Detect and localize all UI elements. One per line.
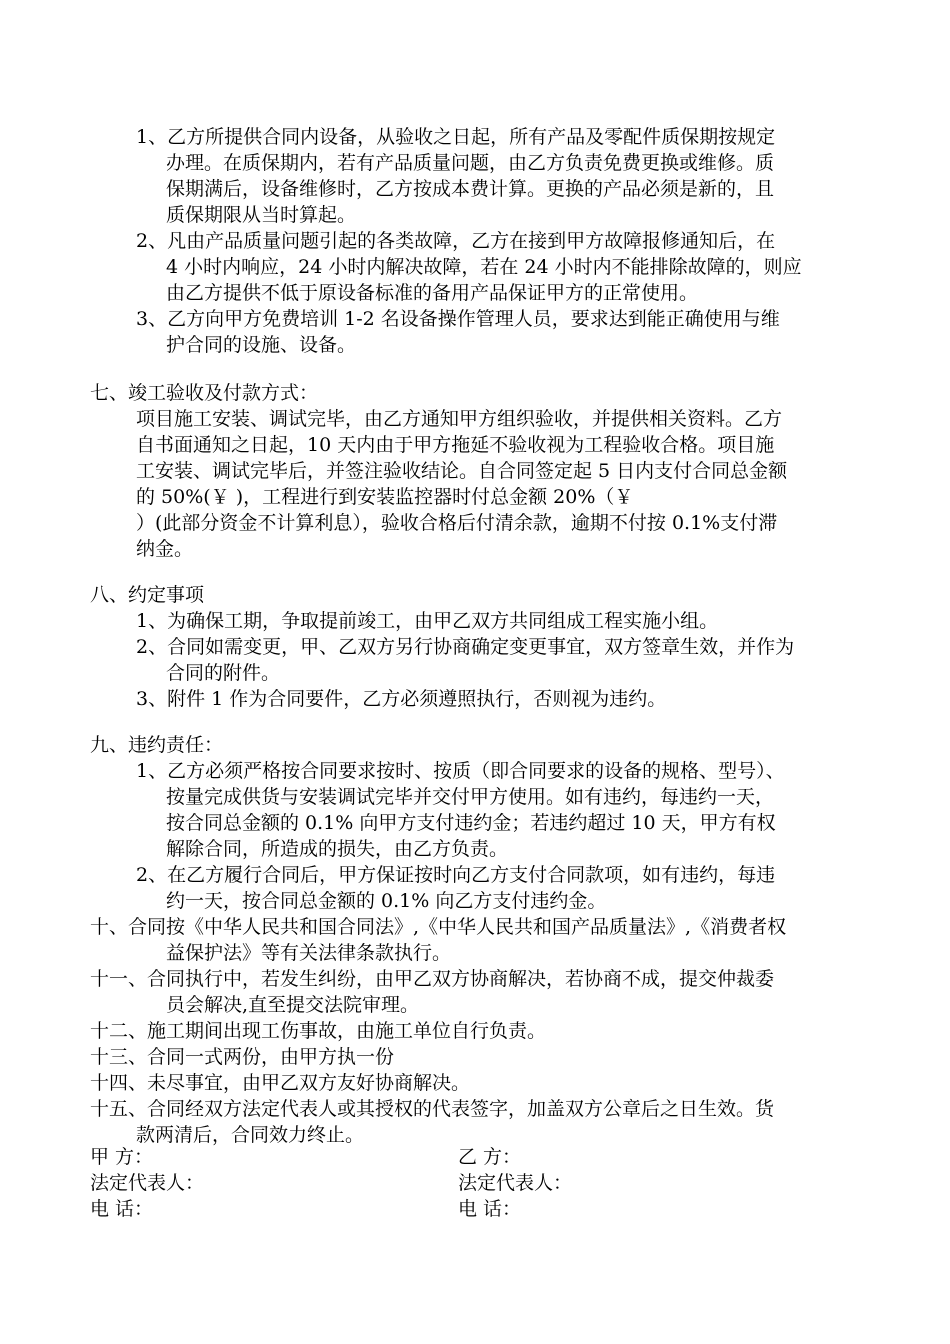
representative-b-label: 法定代表人： xyxy=(458,1172,573,1194)
section-11: 十一、合同执行中，若发生纠纷，由甲乙双方协商解决，若协商不成，提交仲裁委 xyxy=(90,968,775,990)
warranty-item-2-cont: 4 小时内响应，24 小时内解决故障，若在 24 小时内不能排除故障的，则应 xyxy=(166,256,802,278)
section-10: 十、合同按《中华人民共和国合同法》,《中华人民共和国产品质量法》,《消费者权 xyxy=(90,916,787,938)
section-9-item-1-cont: 按量完成供货与安装调试完毕并交付甲方使用。如有违约，每违约一天， xyxy=(166,786,775,808)
section-9-item-1-cont: 解除合同，所造成的损失，由乙方负责。 xyxy=(166,838,509,860)
phone-a-label: 电 话： xyxy=(90,1198,154,1220)
section-11-cont: 员会解决,直至提交法院审理。 xyxy=(166,994,420,1016)
signature-row-representative xyxy=(0,1170,950,1196)
section-15: 十五、合同经双方法定代表人或其授权的代表签字，加盖双方公章后之日生效。货 xyxy=(90,1098,775,1120)
section-13: 十三、合同一式两份，由甲方执一份 xyxy=(90,1046,395,1068)
section-10-cont: 益保护法》等有关法律条款执行。 xyxy=(166,942,452,964)
section-7-paragraph: 自书面通知之日起，10 天内由于甲方拖延不验收视为工程验收合格。项目施 xyxy=(136,434,775,456)
section-14: 十四、未尽事宜，由甲乙双方友好协商解决。 xyxy=(90,1072,471,1094)
signature-row-phone xyxy=(0,1196,950,1222)
warranty-item-1-cont: 办理。在质保期内，若有产品质量问题，由乙方负责免费更换或维修。质 xyxy=(166,152,775,174)
section-9-item-1: 1、乙方必须严格按合同要求按时、按质（即合同要求的设备的规格、型号）、 xyxy=(136,760,785,782)
warranty-item-1-cont: 质保期限从当时算起。 xyxy=(166,204,357,226)
section-7-heading: 七、竣工验收及付款方式： xyxy=(90,382,319,404)
section-7-paragraph: 纳金。 xyxy=(136,538,194,560)
section-7-paragraph: ）(此部分资金不计算利息），验收合格后付清余款，逾期不付按 0.1%支付滞 xyxy=(136,512,778,534)
warranty-item-1-cont: 保期满后，设备维修时，乙方按成本费计算。更换的产品必须是新的，且 xyxy=(166,178,775,200)
section-15-cont: 款两清后，合同效力终止。 xyxy=(136,1124,365,1146)
warranty-item-2-cont: 由乙方提供不低于原设备标准的备用产品保证甲方的正常使用。 xyxy=(166,282,699,304)
section-8-item-1: 1、为确保工期，争取提前竣工，由甲乙双方共同组成工程实施小组。 xyxy=(136,610,719,632)
warranty-item-2: 2、凡由产品质量问题引起的各类故障，乙方在接到甲方故障报修通知后，在 xyxy=(136,230,776,252)
warranty-item-3-cont: 护合同的设施、设备。 xyxy=(166,334,357,356)
section-9-item-2-cont: 约一天，按合同总金额的 0.1% 向乙方支付违约金。 xyxy=(166,890,607,912)
section-8-heading: 八、约定事项 xyxy=(90,584,205,606)
section-8-item-2: 2、合同如需变更，甲、乙双方另行协商确定变更事宜，双方签章生效，并作为 xyxy=(136,636,795,658)
party-a-label: 甲 方： xyxy=(90,1146,154,1168)
section-7-paragraph: 工安装、调试完毕后，并签注验收结论。自合同签定起 5 日内支付合同总金额 xyxy=(136,460,788,482)
section-7-paragraph: 项目施工安装、调试完毕，由乙方通知甲方组织验收，并提供相关资料。乙方 xyxy=(136,408,783,430)
warranty-item-1: 1、乙方所提供合同内设备，从验收之日起，所有产品及零配件质保期按规定 xyxy=(136,126,776,148)
phone-b-label: 电 话： xyxy=(458,1198,522,1220)
party-b-label: 乙 方： xyxy=(458,1146,522,1168)
section-9-item-1-cont: 按合同总金额的 0.1% 向甲方支付违约金；若违约超过 10 天，甲方有权 xyxy=(166,812,776,834)
section-12: 十二、施工期间出现工伤事故，由施工单位自行负责。 xyxy=(90,1020,547,1042)
representative-a-label: 法定代表人： xyxy=(90,1172,205,1194)
section-9-item-2: 2、在乙方履行合同后，甲方保证按时向乙方支付合同款项，如有违约，每违 xyxy=(136,864,776,886)
section-8-item-2-cont: 合同的附件。 xyxy=(166,662,281,684)
signature-row-party xyxy=(0,1144,950,1170)
section-8-item-3: 3、附件 1 作为合同要件，乙方必须遵照执行，否则视为违约。 xyxy=(136,688,667,710)
section-7-paragraph: 的 50%(￥ )，工程进行到安装监控器时付总金额 20%（￥ xyxy=(136,486,634,508)
warranty-item-3: 3、乙方向甲方免费培训 1-2 名设备操作管理人员，要求达到能正确使用与维 xyxy=(136,308,780,330)
section-9-heading: 九、违约责任： xyxy=(90,734,224,756)
